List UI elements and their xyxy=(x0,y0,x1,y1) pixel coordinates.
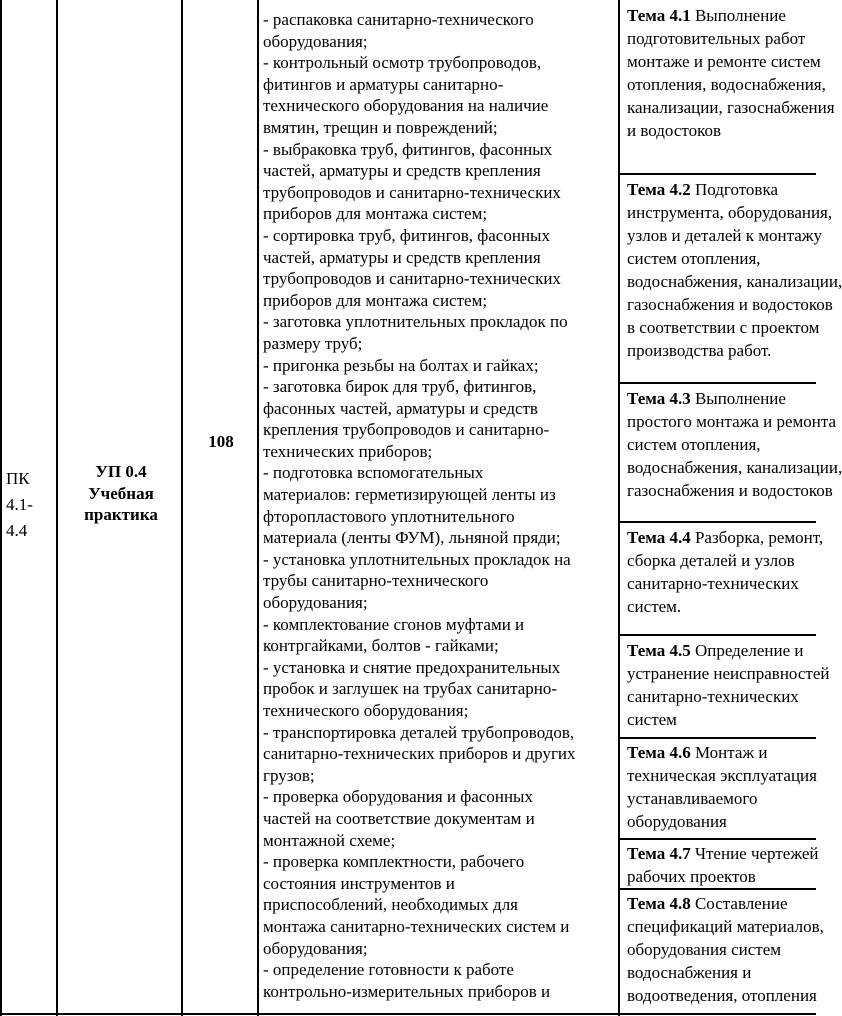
competency-code-line: 4.4 xyxy=(6,521,28,540)
topic-line: рабочих проектов xyxy=(627,867,756,886)
topic-line: отопления, водоснабжения, xyxy=(627,75,826,94)
topic-title: Подготовка xyxy=(690,180,778,199)
topic-label: Тема 4.2 xyxy=(627,180,691,199)
column-divider-1 xyxy=(56,0,58,1016)
work-line: частей, арматуры и средств крепления xyxy=(263,161,541,181)
work-line: - проверка комплектности, рабочего xyxy=(263,852,525,872)
topic-2 xyxy=(627,178,842,362)
work-line: монтажа санитарно-технических систем и xyxy=(263,916,570,936)
work-line: монтажной схеме; xyxy=(263,830,396,850)
work-line: оборудования; xyxy=(263,938,368,958)
topic-4 xyxy=(627,526,823,618)
work-line: - заготовка бирок для труб, фитингов, xyxy=(263,377,537,397)
work-line: трубопроводов и санитарно-технических xyxy=(263,269,561,289)
topic-line: санитарно-технических xyxy=(627,574,799,593)
topic-line: санитарно-технических xyxy=(627,687,799,706)
topic-line: сборка деталей и узлов xyxy=(627,551,795,570)
work-line: пробок и заглушек на трубах санитарно- xyxy=(263,679,558,699)
work-line: размеру труб; xyxy=(263,333,363,353)
hours-value: 108 xyxy=(208,432,234,451)
work-line: материала (ленты ФУМ), льняной пряди; xyxy=(263,528,561,548)
topic-line xyxy=(627,526,823,549)
topic-title: Выполнение xyxy=(690,389,786,408)
topic-line: систем. xyxy=(627,597,682,616)
topic-title: Определение и xyxy=(690,641,804,660)
work-types-list xyxy=(263,9,576,1002)
work-line: - контрольный осмотр трубопроводов, xyxy=(263,53,542,73)
topic-title: Чтение чертежей xyxy=(690,844,819,863)
topics-column xyxy=(620,0,842,1016)
topic-line: систем xyxy=(627,710,677,729)
work-line: частей, арматуры и средств крепления xyxy=(263,247,541,267)
work-line: - определение готовности к работе xyxy=(263,960,514,980)
work-line: фитингов и арматуры санитарно- xyxy=(263,74,504,94)
work-line: приборов для монтажа систем; xyxy=(263,290,488,310)
topic-6 xyxy=(627,741,817,833)
table-border-left xyxy=(0,0,2,1016)
work-line: - пригонка резьбы на болтах и гайках; xyxy=(263,355,539,375)
work-line: - проверка оборудования и фасонных xyxy=(263,787,533,807)
topic-label: Тема 4.3 xyxy=(627,389,691,408)
topic-line: техническая эксплуатация xyxy=(627,766,817,785)
work-line: трубопроводов и санитарно-технических xyxy=(263,182,561,202)
topic-line: водоотведения, отопления xyxy=(627,986,817,1005)
topic-line xyxy=(627,892,824,915)
work-line: трубы санитарно-технического xyxy=(263,571,489,591)
topic-3 xyxy=(627,387,842,502)
topic-label: Тема 4.7 xyxy=(627,844,691,863)
topic-line: производства работ. xyxy=(627,341,772,360)
topic-line: систем отопления, xyxy=(627,249,761,268)
topic-line xyxy=(627,639,829,662)
topic-line xyxy=(627,4,835,27)
topic-line: и водостоков xyxy=(627,121,722,140)
topic-title: Монтаж и xyxy=(690,743,768,762)
work-line: оборудования; xyxy=(263,31,368,51)
work-line: санитарно-технических приборов и других xyxy=(263,744,576,764)
practice-name-line: Учебная xyxy=(88,483,154,503)
practice-name-line: практика xyxy=(84,505,158,524)
topic-line: газоснабжения и водостоков xyxy=(627,481,833,500)
work-line: контрольно-измерительных приборов и xyxy=(263,981,551,1001)
work-line: - выбраковка труб, фитингов, фасонных xyxy=(263,139,553,159)
work-line: вмятин, трещин и повреждений; xyxy=(263,117,498,137)
topic-line xyxy=(627,387,842,410)
work-line: грузов; xyxy=(263,765,315,785)
work-line: приспособлений, необходимых для xyxy=(263,895,518,915)
work-line: крепления трубопроводов и санитарно- xyxy=(263,420,550,440)
topic-line: в соответствии с проектом xyxy=(627,318,820,337)
work-line: - комплектование сгонов муфтами и xyxy=(263,614,525,634)
work-line: технического оборудования на наличие xyxy=(263,96,549,116)
work-line: - сортировка труб, фитингов, фасонных xyxy=(263,225,550,245)
work-line: - распаковка санитарно-технического xyxy=(263,10,534,29)
work-line: фторопластового уплотнительного xyxy=(263,506,515,526)
work-line: материалов: герметизирующей ленты из xyxy=(263,485,556,505)
topic-8 xyxy=(627,892,824,1007)
topic-title: Выполнение xyxy=(690,6,786,25)
competency-code xyxy=(6,466,56,544)
work-line: фасонных частей, арматуры и средств xyxy=(263,398,538,418)
topic-line xyxy=(627,178,842,201)
topic-line: устанавливаемого xyxy=(627,789,758,808)
topic-line: оборудования xyxy=(627,812,727,831)
topic-title: Составление xyxy=(690,894,788,913)
topic-line: оборудования систем xyxy=(627,940,782,959)
work-line: частей на соответствие документам и xyxy=(263,808,535,828)
topic-label: Тема 4.5 xyxy=(627,641,691,660)
work-line: состояния инструментов и xyxy=(263,873,455,893)
column-divider-3 xyxy=(257,0,259,1016)
topic-1 xyxy=(627,4,835,142)
work-line: приборов для монтажа систем; xyxy=(263,204,488,224)
topic-5 xyxy=(627,639,829,731)
practice-name xyxy=(60,461,182,526)
work-line: - транспортировка деталей трубопроводов, xyxy=(263,722,575,742)
work-line: - подготовка вспомогательных xyxy=(263,463,484,483)
topic-label: Тема 4.1 xyxy=(627,6,691,25)
topic-line xyxy=(627,741,817,764)
topic-line: водоснабжения, канализации, xyxy=(627,272,842,291)
topic-line: спецификаций материалов, xyxy=(627,917,824,936)
practice-name-line: УП 0.4 xyxy=(95,462,147,481)
topic-label: Тема 4.8 xyxy=(627,894,691,913)
topic-line: инструмента, оборудования, xyxy=(627,203,833,222)
topic-label: Тема 4.4 xyxy=(627,528,691,547)
work-line: - установка и снятие предохранительных xyxy=(263,657,561,677)
topic-line: систем отопления, xyxy=(627,435,761,454)
competency-code-line: ПК xyxy=(6,469,30,488)
topic-line: устранение неисправностей xyxy=(627,664,830,683)
topic-line: монтаже и ремонте систем xyxy=(627,52,821,71)
topic-7 xyxy=(627,842,818,888)
work-line: контргайками, болтов - гайками; xyxy=(263,636,499,656)
topic-line: водоснабжения и xyxy=(627,963,752,982)
topic-line: канализации, газоснабжения xyxy=(627,98,835,117)
topic-label: Тема 4.6 xyxy=(627,743,691,762)
topic-line: водоснабжения, канализации, xyxy=(627,458,842,477)
topic-line: простого монтажа и ремонта xyxy=(627,412,837,431)
work-line: оборудования; xyxy=(263,593,368,613)
work-line: технического оборудования; xyxy=(263,701,469,720)
work-line: технических приборов; xyxy=(263,441,433,461)
topic-line: подготовительных работ xyxy=(627,29,806,48)
topic-title: Разборка, ремонт, xyxy=(690,528,824,547)
topic-line: газоснабжения и водостоков xyxy=(627,295,833,314)
topic-line: узлов и деталей к монтажу xyxy=(627,226,823,245)
work-line: - установка уплотнительных прокладок на xyxy=(263,549,571,569)
work-line: - заготовка уплотнительных прокладок по xyxy=(263,312,568,332)
topic-line xyxy=(627,842,818,865)
competency-code-line: 4.1- xyxy=(6,495,33,514)
